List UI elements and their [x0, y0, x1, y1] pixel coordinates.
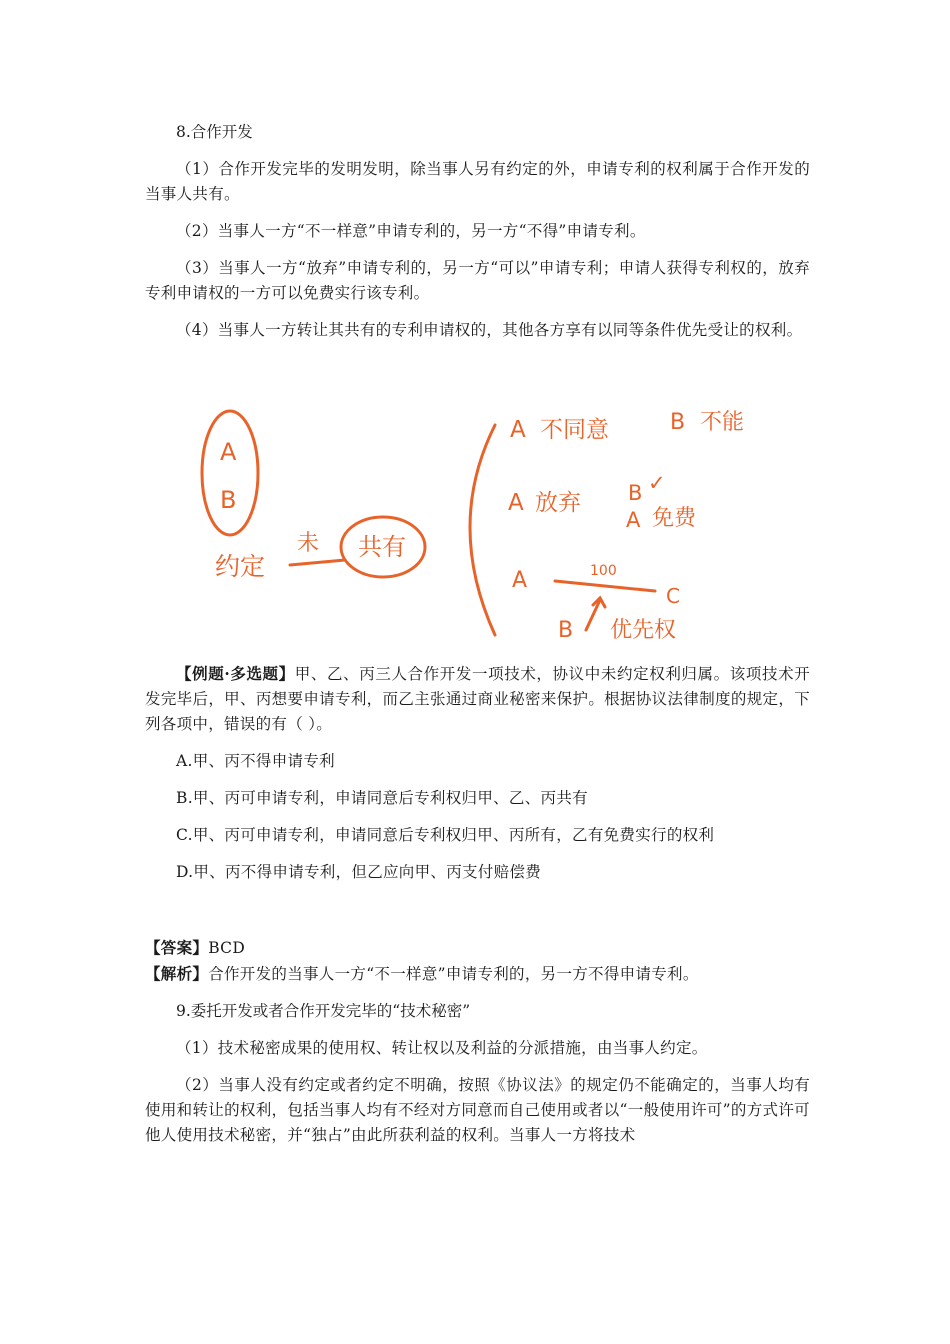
option-a: A.甲、丙不得申请专利: [176, 752, 335, 770]
answer-label: 【答案】: [145, 938, 209, 957]
example-tag: 【例题·多选题】: [176, 664, 295, 683]
row1-result: 不能: [700, 410, 745, 435]
row2-a: A: [508, 490, 524, 516]
section-8-paragraph-3: （3）当事人一方“放弃”申请专利的，另一方“可以”申请专利；申请人获得专利权的，放弃专利申请权的一方可以免费实行该专利。: [145, 259, 810, 302]
row3-up-arrow: [586, 598, 605, 630]
section-8-title: 8.合作开发: [176, 123, 253, 141]
row2-a2: A: [626, 508, 641, 532]
row3-a: A: [512, 568, 528, 593]
row2-text: 放弃: [535, 490, 581, 516]
section-9-paragraph-2: （2）当事人没有约定或者约定不明确，按照《协议法》的规定仍不能确定的，当事人均有使用和转让的权利，包括当事人均有不经对方同意而自己使用或者以“一般使用许可”的方式许可他人使用技术秘密，并“独占”由此所获利益的权利。当事人一方将技术: [145, 1076, 810, 1144]
option-d: D.甲、丙不得申请专利，但乙应向甲、丙支付赔偿费: [176, 863, 542, 881]
row3-arrow-line: [555, 581, 655, 591]
section-8-paragraph-1: （1）合作开发完毕的发明发明，除当事人另有约定的外，申请专利的权利属于合作开发的当事人共有。: [145, 160, 810, 203]
analysis-label: 【解析】: [145, 964, 209, 983]
sketch-a: A: [220, 438, 237, 466]
analysis-text: 合作开发的当事人一方“不一样意”申请专利的，另一方不得申请专利。: [208, 965, 699, 983]
answer-spacer: [145, 897, 810, 935]
row1-text: 不同意: [540, 417, 609, 443]
option-c: C.甲、丙可申请专利，申请同意后专利权归甲、丙所有，乙有免费实行的权利: [176, 826, 715, 844]
analysis-line: [145, 961, 810, 987]
sketch-shared: 共有: [358, 533, 406, 561]
answer-value: BCD: [208, 939, 246, 957]
row1-b: B: [670, 410, 686, 435]
example-text: 甲、乙、丙三人合作开发一项技术，协议中未约定权利归属。该项技术开发完毕后，甲、丙想要申请专利，而乙主张通过商业秘密来保护。根据协议法律制度的规定，下列各项中，错误的有（ ）。: [145, 665, 810, 733]
row2-free: 免费: [652, 506, 697, 531]
section-8-paragraph-4: （4）当事人一方转让其共有的专利申请权的，其他各方享有以同等条件优先受让的权利。: [176, 321, 803, 339]
row2-b: B: [628, 481, 643, 505]
row3-num: 100: [590, 563, 617, 579]
option-b: B.甲、丙可申请专利，申请同意后专利权归甲、乙、丙共有: [176, 789, 588, 807]
row3-b: B: [558, 618, 574, 643]
sketch-b: B: [220, 486, 237, 514]
sketch-brace: [470, 425, 495, 635]
row3-pref: 优先权: [610, 618, 677, 643]
sketch-agree: 约定: [215, 552, 266, 581]
sketch-arrow-line: [290, 560, 345, 565]
ab-circle: [202, 411, 258, 535]
section-8-paragraph-2: （2）当事人一方“不一样意”申请专利的，另一方“不得”申请专利。: [176, 222, 646, 240]
handwritten-sketch: [190, 395, 760, 660]
row2-check-icon: ✓: [648, 471, 666, 495]
section-9-title: 9.委托开发或者合作开发完毕的“技术秘密”: [176, 1002, 471, 1020]
sketch-not-yet: 未: [297, 531, 320, 556]
answer-line: [145, 935, 810, 961]
example-question: [145, 661, 810, 737]
row3-c: C: [666, 584, 680, 608]
row1-a: A: [510, 417, 526, 443]
section-9-paragraph-1: （1）技术秘密成果的使用权、转让权以及利益的分派措施，由当事人约定。: [176, 1039, 708, 1057]
